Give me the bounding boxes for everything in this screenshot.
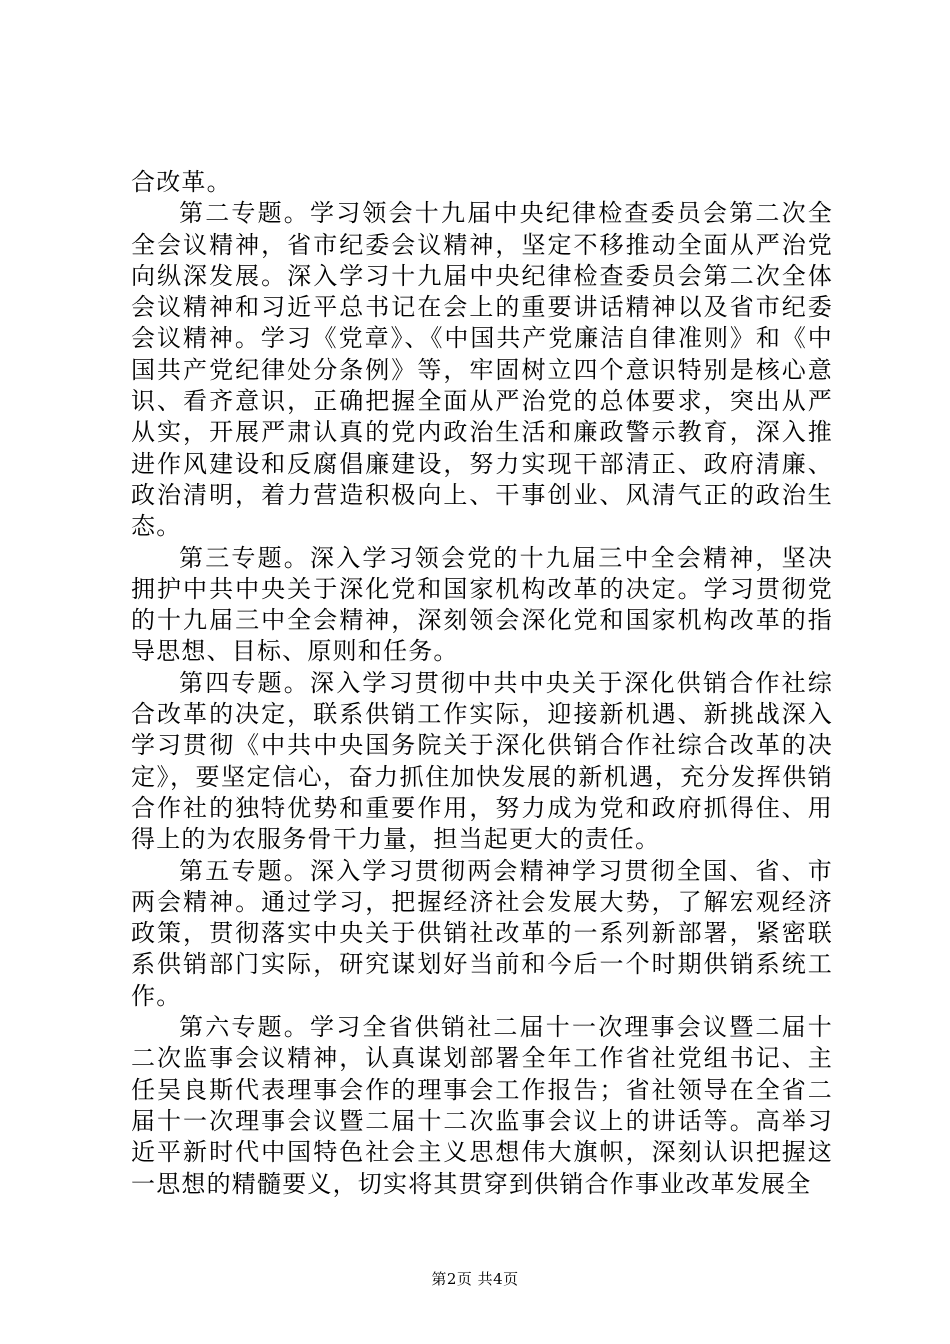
paragraph-topic-six: 第六专题。学习全省供销社二届十一次理事会议暨二届十二次监事会议精神，认真谋划部署全年工作省社党组书记、主任吴良斯代表理事会作的理事会工作报告；省社领导在全省二届十一次理事会议暨二届十二次监事会议上的讲话等。高举习近平新时代中国特色社会主义思想伟大旗帜，深刻认识把握这一思想的精髓要义，切实将其贯穿到供销合作事业改革发展全 bbox=[131, 1013, 833, 1198]
document-body bbox=[131, 167, 833, 1200]
paragraph-continuation: 合改革。 bbox=[131, 168, 232, 196]
paragraph-topic-four: 第四专题。深入学习贯彻中共中央关于深化供销合作社综合改革的决定，联系供销工作实际，迎接新机遇、新挑战深入学习贯彻《中共中央国务院关于深化供销合作社综合改革的决定》，要坚定信心，奋力抓住加快发展的新机遇，充分发挥供销合作社的独特优势和重要作用，努力成为党和政府抓得住、用得上的为农服务骨干力量，担当起更大的责任。 bbox=[131, 668, 833, 854]
page-number-footer: 第2页 共4页 bbox=[431, 1270, 519, 1288]
paragraph-topic-three: 第三专题。深入学习领会党的十九届三中全会精神，坚决拥护中共中央关于深化党和国家机构改革的决定。学习贯彻党的十九届三中全会精神，深刻领会深化党和国家机构改革的指导思想、目标、原则和任务。 bbox=[131, 543, 833, 666]
paragraph-topic-two: 第二专题。学习领会十九届中央纪律检查委员会第二次全全会议精神，省市纪委会议精神，坚定不移推动全面从严治党向纵深发展。深入学习十九届中央纪律检查委员会第二次全体会议精神和习近平总书记在会上的重要讲话精神以及省市纪委会议精神。学习《党章》、《中国共产党廉洁自律准则》和《中国共产党纪律处分条例》等，牢固树立四个意识特别是核心意识、看齐意识，正确把握全面从严治党的总体要求，突出从严从实，开展严肃认真的党内政治生活和廉政警示教育，深入推进作风建设和反腐倡廉建设，努力实现干部清正、政府清廉、政治清明，着力营造积极向上、干事创业、风清气正的政治生态。 bbox=[131, 199, 833, 541]
paragraph-topic-five: 第五专题。深入学习贯彻两会精神学习贯彻全国、省、市两会精神。通过学习，把握经济社会发展大势，了解宏观经济政策，贯彻落实中央关于供销社改革的一系列新部署，紧密联系供销部门实际，研究谋划好当前和今后一个时期供销系统工作。 bbox=[131, 856, 833, 1010]
